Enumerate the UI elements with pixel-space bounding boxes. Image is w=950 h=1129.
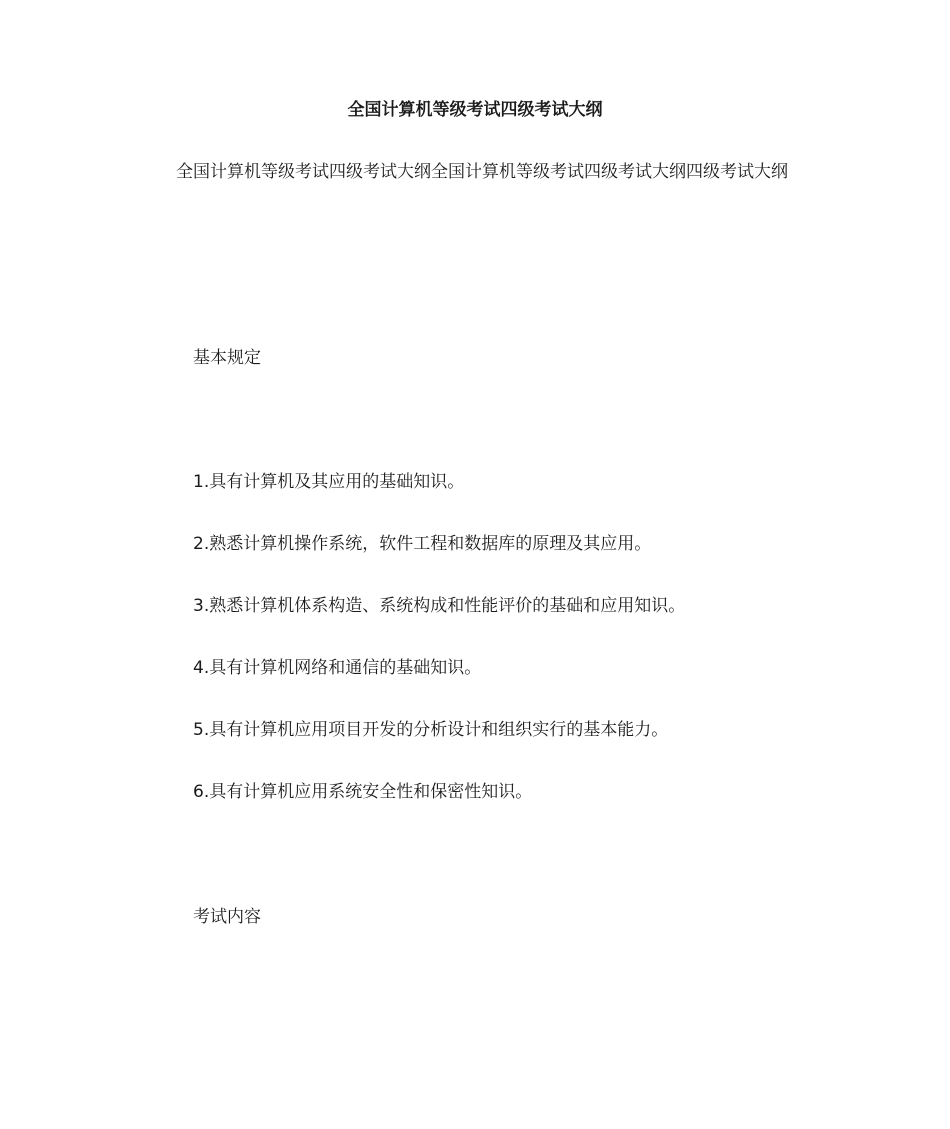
rule-item: 2.熟悉计算机操作系统，软件工程和数据库的原理及其应用。 xyxy=(193,534,652,554)
rule-item: 6.具有计算机应用系统安全性和保密性知识。 xyxy=(193,782,533,802)
rule-item: 3.熟悉计算机体系构造、系统构成和性能评价的基础和应用知识。 xyxy=(193,596,686,616)
section-heading-exam-content: 考试内容 xyxy=(193,907,261,927)
section-heading-basic-rules: 基本规定 xyxy=(193,348,261,368)
rule-item: 1.具有计算机及其应用的基础知识。 xyxy=(193,472,465,492)
rules-list xyxy=(193,470,685,842)
rule-item: 4.具有计算机网络和通信的基础知识。 xyxy=(193,658,482,678)
rule-item: 5.具有计算机应用项目开发的分析设计和组织实行的基本能力。 xyxy=(193,720,669,740)
document-subtitle: 全国计算机等级考试四级考试大纲全国计算机等级考试四级考试大纲四级考试大纲 xyxy=(176,162,788,182)
document-title: 全国计算机等级考试四级考试大纲 xyxy=(347,100,603,120)
